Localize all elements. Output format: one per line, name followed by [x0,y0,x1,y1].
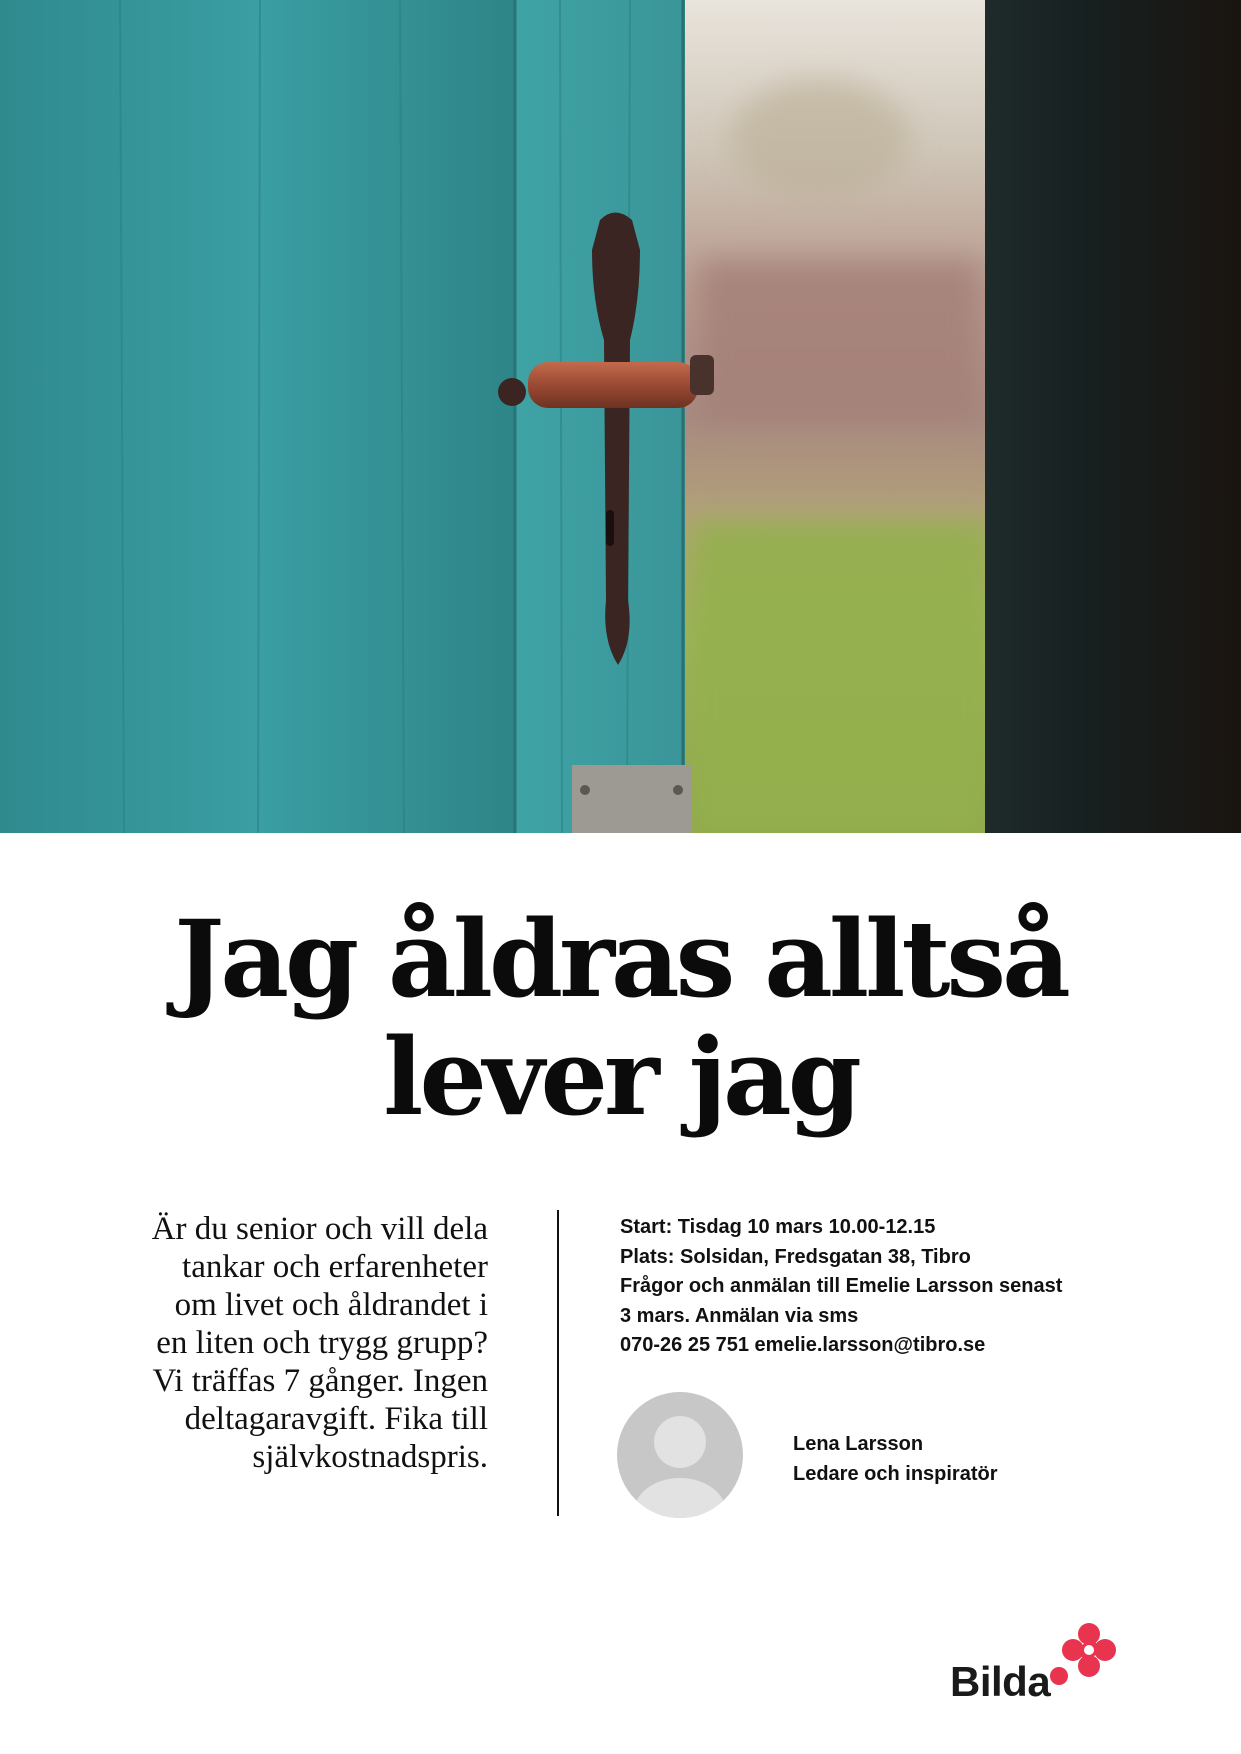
headline-line-2: lever jag [383,1014,858,1139]
door-illustration [0,0,1241,833]
info-contact: Frågor och anmälan till Emelie Larsson senast [620,1275,1063,1297]
info-start: Start: Tisdag 10 mars 10.00-12.15 [620,1216,936,1238]
info-deadline: 3 mars. Anmälan via sms [620,1304,859,1327]
vertical-divider [557,1210,559,1516]
info-phone-email: 070-26 25 751 emelie.larsson@tibro.se [620,1334,986,1356]
bilda-logo [950,1620,1120,1710]
headline-line-1: Jag åldras alltså [174,896,1067,1021]
bilda-mark-icon [1045,1620,1117,1696]
intro-line: Är du senior och vill dela [151,1211,488,1247]
avatar [617,1392,743,1518]
info-place: Plats: Solsidan, Fredsgatan 38, Tibro [620,1245,971,1268]
intro-line: en liten och trygg grupp? [156,1325,488,1361]
intro-line: om livet och åldrandet i [174,1287,488,1323]
event-info [620,1213,1140,1361]
hero-photo-open-door [0,0,1241,833]
leader-role: Ledare och inspiratör [793,1463,998,1485]
headline [0,896,1241,1139]
intro-line: deltagaravgift. Fika till [184,1401,488,1437]
leader-info [793,1429,998,1489]
intro-text [100,1210,488,1476]
person-icon [617,1392,743,1518]
intro-line: självkostnadspris. [252,1439,488,1475]
intro-line: tankar och erfarenheter [182,1249,488,1285]
leader-name: Lena Larsson [793,1433,924,1455]
logo-text: Bilda [950,1658,1051,1705]
intro-line: Vi träffas 7 gånger. Ingen [152,1363,488,1399]
